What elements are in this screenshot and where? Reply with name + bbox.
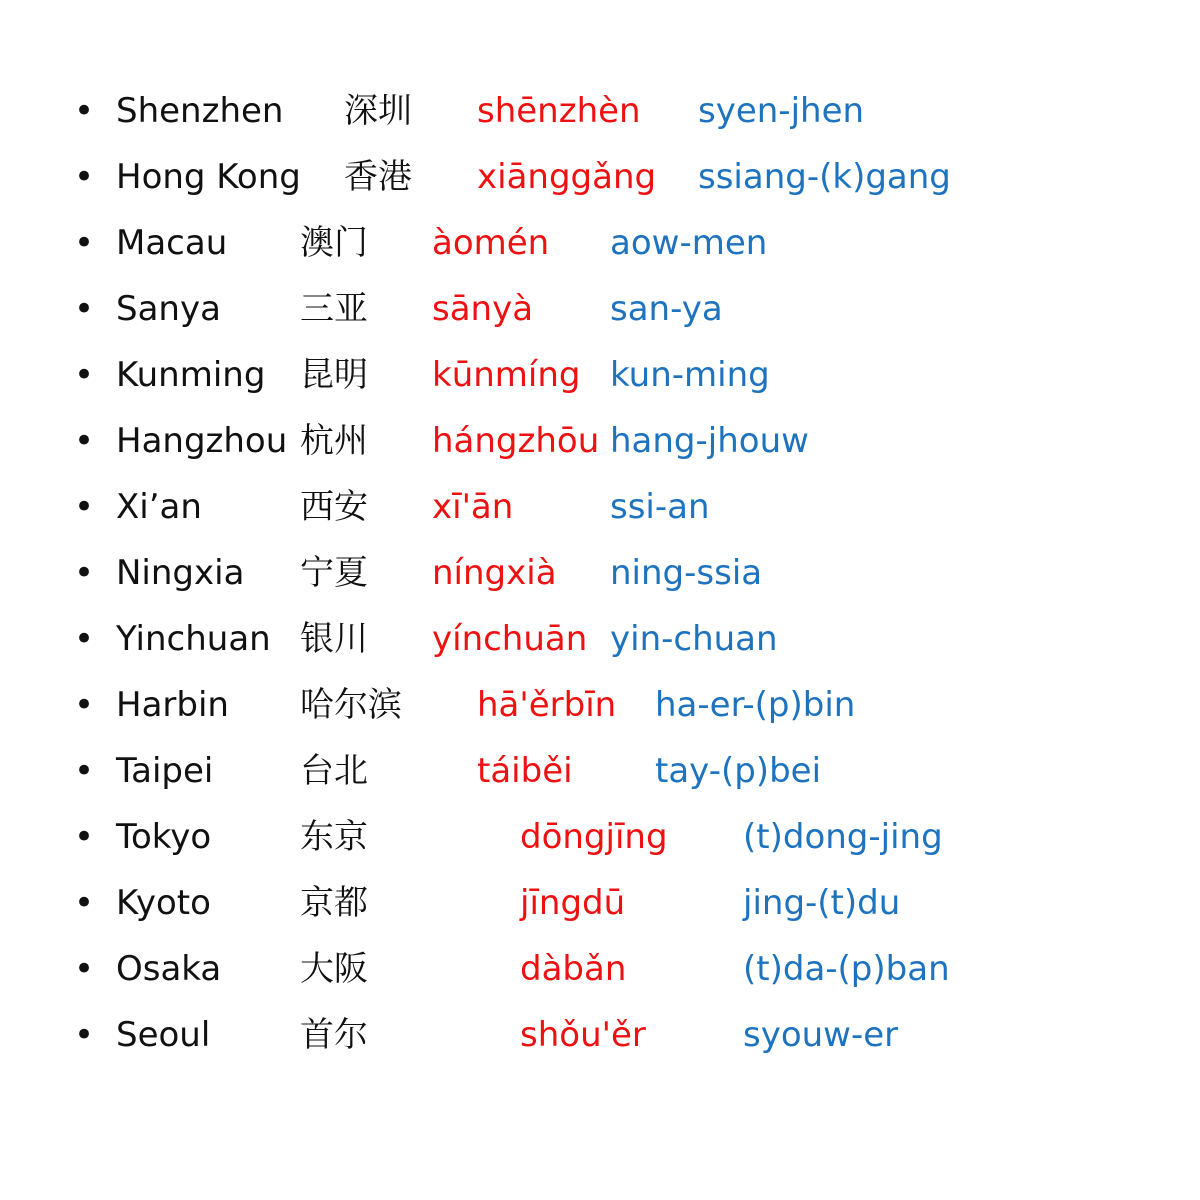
bullet: •: [74, 817, 95, 857]
city-hanzi: 台北: [300, 751, 368, 791]
city-pinyin: níngxià: [432, 553, 557, 593]
city-pinyin: shēnzhèn: [477, 91, 641, 131]
city-hanzi: 昆明: [300, 355, 368, 395]
city-pinyin: sānyà: [432, 289, 534, 329]
city-phonetic: aow-men: [610, 223, 768, 263]
city-row-yinchuan: [0, 614, 1200, 664]
city-hanzi: 哈尔滨: [300, 685, 402, 725]
city-phonetic: kun-ming: [610, 355, 770, 395]
bullet: •: [74, 619, 95, 659]
city-pinyin: hángzhōu: [432, 421, 600, 461]
bullet: •: [74, 355, 95, 395]
city-hanzi: 大阪: [300, 949, 368, 989]
city-hanzi: 宁夏: [300, 553, 368, 593]
bullet: •: [74, 223, 95, 263]
city-row-osaka: [0, 944, 1200, 994]
city-phonetic: (t)da-(p)ban: [743, 949, 950, 989]
city-row-harbin: [0, 680, 1200, 730]
city-row-macau: [0, 218, 1200, 268]
city-row-taipei: [0, 746, 1200, 796]
city-row-shenzhen: [0, 86, 1200, 136]
city-english-name: Sanya: [116, 289, 221, 329]
city-phonetic: tay-(p)bei: [655, 751, 822, 791]
city-row-hong-kong: [0, 152, 1200, 202]
city-pinyin: àomén: [432, 223, 550, 263]
city-english-name: Kyoto: [116, 883, 211, 923]
city-pinyin: hā'ěrbīn: [477, 685, 617, 725]
city-english-name: Shenzhen: [116, 91, 284, 131]
city-english-name: Tokyo: [116, 817, 212, 857]
city-english-name: Osaka: [116, 949, 222, 989]
city-pinyin: kūnmíng: [432, 355, 581, 395]
city-hanzi: 香港: [344, 157, 412, 197]
city-hanzi: 东京: [300, 817, 368, 857]
city-english-name: Seoul: [116, 1015, 211, 1055]
city-row-hangzhou: [0, 416, 1200, 466]
city-phonetic: (t)dong-jing: [743, 817, 943, 857]
bullet: •: [74, 289, 95, 329]
city-pinyin: xī'ān: [432, 487, 514, 527]
city-hanzi: 银川: [300, 619, 368, 659]
city-row-kyoto: [0, 878, 1200, 928]
city-hanzi: 杭州: [300, 421, 368, 461]
city-phonetic: ha-er-(p)bin: [655, 685, 856, 725]
city-phonetic: syen-jhen: [698, 91, 865, 131]
bullet: •: [74, 421, 95, 461]
city-english-name: Macau: [116, 223, 228, 263]
city-pinyin: xiānggǎng: [477, 157, 657, 197]
city-pinyin: dàbǎn: [520, 949, 627, 989]
city-english-name: Xi’an: [116, 487, 202, 527]
city-row-ningxia: [0, 548, 1200, 598]
city-row-kunming: [0, 350, 1200, 400]
city-phonetic: jing-(t)du: [743, 883, 901, 923]
city-row-sanya: [0, 284, 1200, 334]
city-hanzi: 澳门: [300, 223, 368, 263]
bullet: •: [74, 685, 95, 725]
bullet: •: [74, 487, 95, 527]
city-phonetic: ning-ssia: [610, 553, 763, 593]
bullet: •: [74, 553, 95, 593]
city-pinyin: jīngdū: [520, 883, 626, 923]
city-english-name: Yinchuan: [116, 619, 271, 659]
city-row-xian: [0, 482, 1200, 532]
bullet: •: [74, 883, 95, 923]
city-phonetic: syouw-er: [743, 1015, 899, 1055]
city-english-name: Ningxia: [116, 553, 245, 593]
bullet: •: [74, 949, 95, 989]
city-row-seoul: [0, 1010, 1200, 1060]
city-hanzi: 三亚: [300, 289, 368, 329]
city-hanzi: 深圳: [344, 91, 412, 131]
city-hanzi: 西安: [300, 487, 368, 527]
city-english-name: Taipei: [116, 751, 214, 791]
city-row-tokyo: [0, 812, 1200, 862]
city-hanzi: 首尔: [300, 1015, 368, 1055]
bullet: •: [74, 1015, 95, 1055]
city-phonetic: ssi-an: [610, 487, 710, 527]
city-pinyin: shǒu'ěr: [520, 1015, 646, 1055]
city-pinyin: yínchuān: [432, 619, 588, 659]
city-english-name: Kunming: [116, 355, 266, 395]
city-english-name: Harbin: [116, 685, 229, 725]
bullet: •: [74, 157, 95, 197]
city-phonetic: hang-jhouw: [610, 421, 809, 461]
city-hanzi: 京都: [300, 883, 368, 923]
city-english-name: Hangzhou: [116, 421, 288, 461]
city-english-name: Hong Kong: [116, 157, 301, 197]
bullet: •: [74, 91, 95, 131]
city-phonetic: ssiang-(k)gang: [698, 157, 951, 197]
bullet: •: [74, 751, 95, 791]
city-pinyin: táiběi: [477, 751, 573, 791]
city-phonetic: yin-chuan: [610, 619, 778, 659]
city-phonetic: san-ya: [610, 289, 723, 329]
city-pinyin: dōngjīng: [520, 817, 668, 857]
